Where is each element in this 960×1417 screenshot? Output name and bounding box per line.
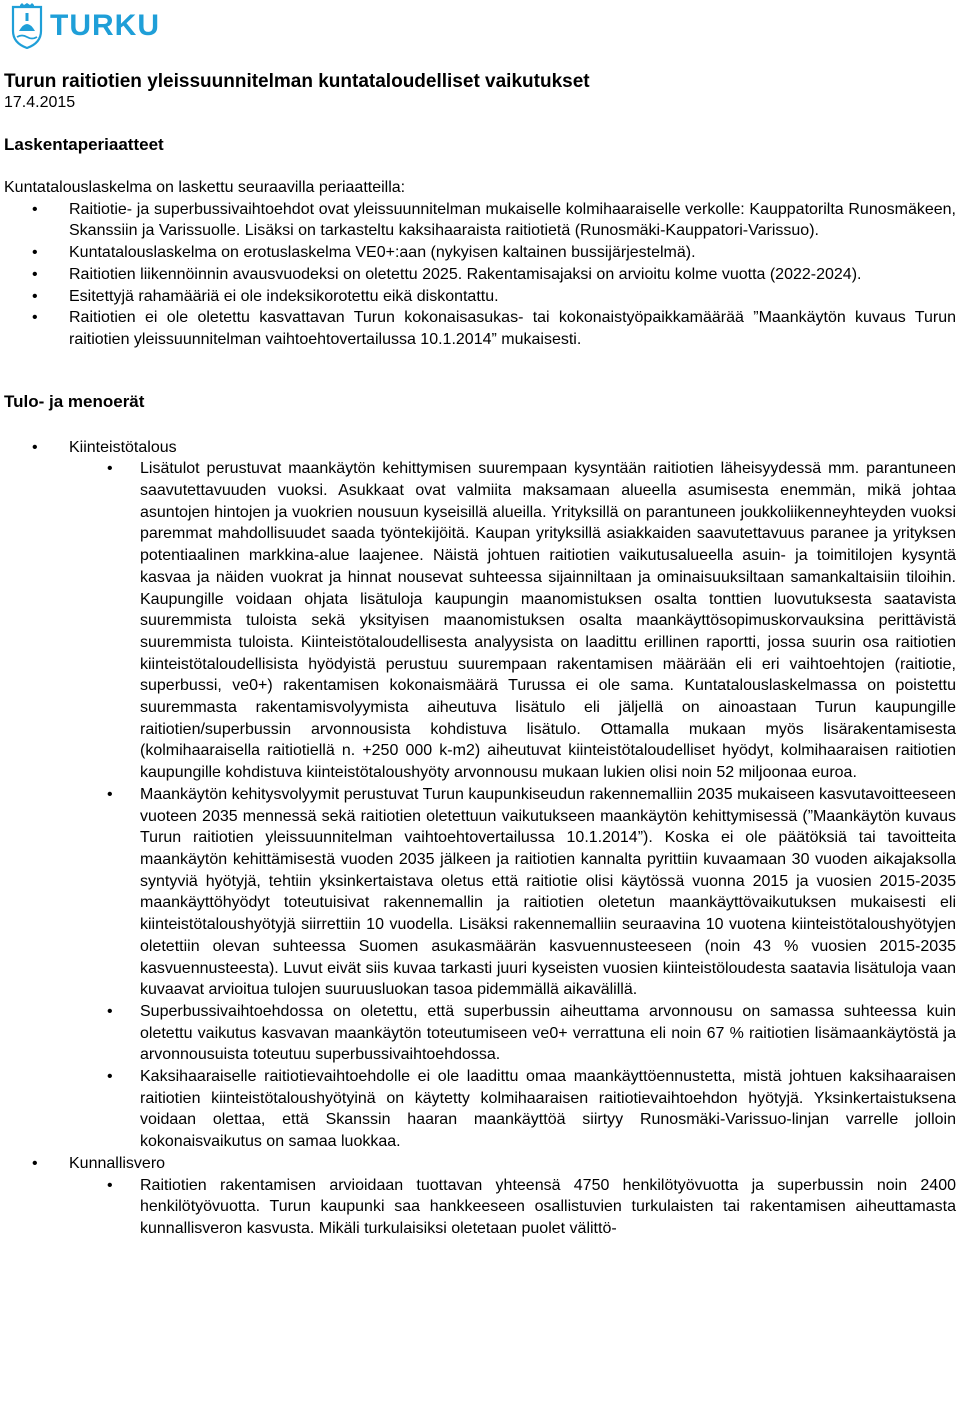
list-item: • Raitiotien ei ole oletettu kasvattavan Turun kokonaisasukas- tai kokonaistyöpaikkamäärää ”Maankäytön kuvaus Turun raitiotien yleissuunnitelman vaihtoehtovertailussa 10.1.2014” mukaisesti. (4, 307, 956, 350)
list-item: • Kaksihaaraiselle raitiotievaihtoehdolle ei ole laadittu omaa maankäyttöennustetta, mistä johtuen kaksihaaraisen raitiotien kiinteistötaloushyötyinä on käytetty kolmihaaraisen raitiotievaihtoehdon hyötyjä. Yksinkertaistuksena voidaan olettaa, että Skanssin haaran maankäyttöä siirtyy Runosmäki-Varissuo-linjan varrelle jolloin kokonaisvaikutus on samaa luokkaa. (69, 1066, 956, 1153)
group-label: Kiinteistötalous (69, 438, 177, 456)
list-item: • Raitiotien liikennöinnin avausvuodeksi on oletettu 2025. Rakentamisajaksi on arvioitu kolme vuotta (2022-2024). (4, 264, 956, 286)
list-item: • Superbussivaihtoehdossa on oletettu, että superbussin aiheuttama arvonnousu on samassa suhteessa kuin oletettu vaikutus kasvavan maankäytön toteutumiseen ve0+ verrattuna eli noin 67 % raitiotien lisämaankäytöstä ja arvonnousuista toteutuu superbussivaihtoehdossa. (69, 1001, 956, 1066)
list-item: • Lisätulot perustuvat maankäytön kehittymisen suurempaan kysyntään raitiotien läheisyydessä mm. parantuneen saavutettavuuden vuoksi. Asukkaat ovat valmiita maksamaan alueella asumisesta enemmän, mikä johtaa asuntojen hintojen ja vuokrien nousuun kyseisillä alueilla. Yrityksillä on parantuneen joukkoliikenneyhteyden vuoksi paremmat mahdollisuudet saada työntekijöitä. Kaupan yrityksillä asiakkaiden saavutettavuus paranee ja yrityksen potentiaalinen markkina-alue laajenee. Näistä johtuen raitiotien vaikutusalueella asuin- ja toimitilojen kysyntä kasvaa ja näiden vuokrat ja hinnat nousevat suhteessa sijainniltaan ja ominaisuuksiltaan samankaltaisiin tiloihin. Kaupungille voidaan ohjata lisätuloja kaupungin maanomistuksen osalta tonttien luovutuksesta saatavista suuremmista tuloista sekä yksityisen maanomistuksen osalta maankäyttösopimuskorvauksina perittävistä suuremmista tuloista. Kiinteistötaloudellisesta analyysista on laadittu erillinen raportti, jossa suurin osa raitiotien kiinteistötaloudellisista hyödyistä perustuu suurempaan rakentamisen määrään eli eri vaihtoehtojen (raitiotie, superbussi, ve0+) rakentamisen kokonaismäärä Turussa ei ole sama. Kuntatalouslaskelmassa on poistettu suuremmasta rakentamisvolyymista aiheutuva lisätulo eli jäljellä on ainoastaan Turun kaupungille raitiotien/superbussin arvonnousista kohdistuva lisätulo. Ottamalla mukaan myös lisärakentamisesta (kolmihaaraisella raitiotiellä n. +250 000 k-m2) aiheutuvat kiinteistötaloudelliset hyödyt, kolmihaaraisen raitiotien kaupungille kohdistuva kiinteistötaloushyöty arvonnousu mukaan lukien olisi noin 52 miljoonaa euroa. (69, 458, 956, 784)
group-kunnallisvero (4, 1153, 956, 1240)
list-item: • Kuntatalouslaskelma on erotuslaskelma VE0+:aan (nykyisen kaltainen bussijärjestelmä). (4, 242, 956, 264)
group-label: Kunnallisvero (69, 1154, 166, 1172)
document-title: Turun raitiotien yleissuunnitelman kuntataloudelliset vaikutukset (4, 71, 590, 92)
section-heading-laskentaperiaatteet: Laskentaperiaatteet (4, 135, 164, 154)
section1-bullet-list (4, 199, 956, 351)
list-item: • Esitettyjä rahamääriä ei ole indeksikorotettu eikä diskontattu. (4, 286, 956, 308)
document-date: 17.4.2015 (4, 94, 76, 111)
list-item: • Raitiotien rakentamisen arvioidaan tuottavan yhteensä 4750 henkilötyövuotta ja superbussin noin 2400 henkilötyövuotta. Turun kaupunki saa hankkeeseen osallistuvien turkulaisten tai rakentamisen aiheuttamasta kunnallisveron kasvusta. Mikäli turkulaisiksi oletetaan puolet välittö- (69, 1175, 956, 1240)
section2-group-list (4, 437, 956, 1240)
turku-logo (10, 2, 160, 50)
kunnallisvero-items (134, 1175, 956, 1240)
logo-text: TURKU (50, 9, 160, 42)
section1-intro: Kuntatalouslaskelma on laskettu seuraavilla periaatteilla: (4, 179, 406, 196)
document-body (4, 70, 956, 1240)
list-item: • Maankäytön kehitysvolyymit perustuvat Turun kaupunkiseudun rakennemalliin 2035 mukaiseen kasvutavoitteeseen vuoteen 2035 mennessä sekä raitiotien oletettuun vaikutukseen maankäytön kehittymisessä (”Maankäytön kuvaus Turun raitiotien yleissuunnitelman vaihtoehtovertailussa 10.1.2014”). Koska ei ole päätöksiä tai tavoitteita maankäytön kehittämisestä vuoden 2035 jälkeen ja raitiotien kannalta pyrittiin kuvaamaan 30 vuoden aikajaksolla syntyviä hyötyjä, tehtiin yksinkertaistava oletus että raitiotie olisi käytössä vuonna 2015 ja vuosien 2015-2035 maankäyttöhyödyt toteutuisivat rakennemallin ja raitiotien oletetun maankäyttövaikutuksen mukaisesti eli kiinteistötaloushyötyjä siirrettiin 10 vuodella. Lisäksi rakennemalliin seuraavina 10 vuotena kiinteistötaloushyötyjen oletettiin olevan suhteessa Suomen asukasmäärän kasvuennusteeseen (noin 43 % vuosien 2015-2035 kasvuennusteesta). Luvut eivät siis kuvaa tarkasti juuri kyseisten vuosien kiinteistöloudesta saatavia lisätuloja vaan kuvaavat arvioitua tulojen suuruusluokan tasoa pidemmällä aikavälillä. (69, 784, 956, 1001)
turku-coat-of-arms-icon (10, 3, 44, 49)
group-kiinteistotalous (4, 437, 956, 1153)
list-item: • Raitiotie- ja superbussivaihtoehdot ovat yleissuunnitelman mukaiselle kolmihaaraiselle verkolle: Kauppatorilta Runosmäkeen, Skanssiin ja Varissuolle. Lisäksi on tarkasteltu kaksihaaraista raitiotietä (Runosmäki-Kauppatori-Varissuo). (4, 199, 956, 242)
section-heading-tulo-ja-menoerat: Tulo- ja menoerät (4, 391, 145, 411)
kiinteistotalous-items (134, 458, 956, 1153)
